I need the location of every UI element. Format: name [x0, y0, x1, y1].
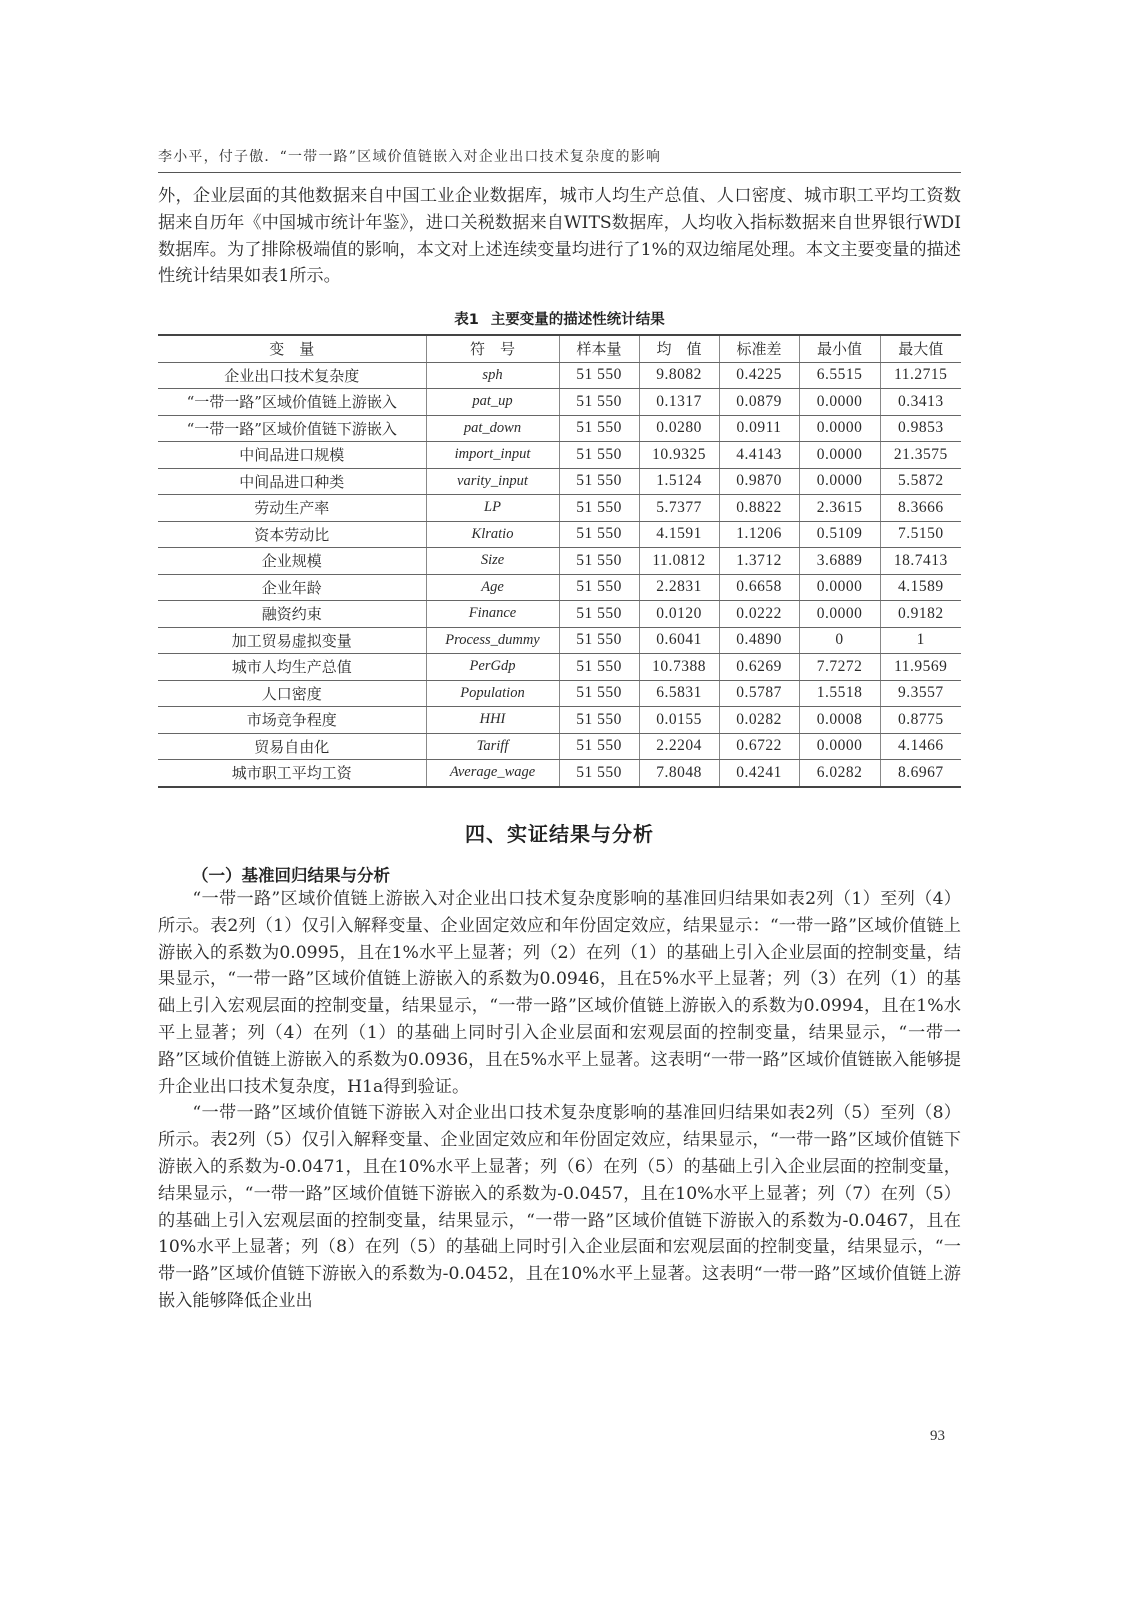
- cell-std-dev: 0.9870: [719, 468, 799, 495]
- table-row: [158, 362, 961, 389]
- cell-variable: 中间品进口规模: [158, 442, 426, 469]
- cell-mean: 6.5831: [639, 680, 719, 707]
- cell-sample-size: 51 550: [559, 627, 639, 654]
- cell-mean: 0.0120: [639, 601, 719, 628]
- table-row: [158, 495, 961, 522]
- cell-variable: 城市职工平均工资: [158, 760, 426, 787]
- cell-min: 2.3615: [799, 495, 880, 522]
- cell-std-dev: 0.8822: [719, 495, 799, 522]
- cell-sample-size: 51 550: [559, 654, 639, 681]
- cell-std-dev: 0.4241: [719, 760, 799, 787]
- cell-max: 4.1589: [880, 574, 961, 601]
- cell-max: 11.9569: [880, 654, 961, 681]
- table-row: [158, 654, 961, 681]
- cell-std-dev: 0.4890: [719, 627, 799, 654]
- cell-variable: “一带一路”区域价值链上游嵌入: [158, 389, 426, 416]
- cell-symbol: sph: [426, 362, 559, 389]
- table-row: [158, 415, 961, 442]
- cell-variable: 融资约束: [158, 601, 426, 628]
- cell-max: 0.9853: [880, 415, 961, 442]
- table-row: [158, 442, 961, 469]
- cell-symbol: Klratio: [426, 521, 559, 548]
- cell-mean: 10.9325: [639, 442, 719, 469]
- cell-sample-size: 51 550: [559, 362, 639, 389]
- cell-min: 6.5515: [799, 362, 880, 389]
- table-row: [158, 707, 961, 734]
- cell-max: 4.1466: [880, 733, 961, 760]
- header-std-dev: 标准差: [719, 335, 799, 362]
- table-row: [158, 680, 961, 707]
- table-row: [158, 627, 961, 654]
- cell-mean: 2.2831: [639, 574, 719, 601]
- cell-std-dev: 0.4225: [719, 362, 799, 389]
- cell-variable: 加工贸易虚拟变量: [158, 627, 426, 654]
- cell-min: 1.5518: [799, 680, 880, 707]
- cell-min: 0.0000: [799, 415, 880, 442]
- section-title: 四、实证结果与分析: [465, 822, 654, 846]
- header-sample-size: 样本量: [559, 335, 639, 362]
- cell-std-dev: 0.0879: [719, 389, 799, 416]
- cell-std-dev: 0.5787: [719, 680, 799, 707]
- cell-variable: 贸易自由化: [158, 733, 426, 760]
- cell-max: 7.5150: [880, 521, 961, 548]
- cell-mean: 10.7388: [639, 654, 719, 681]
- cell-symbol: Tariff: [426, 733, 559, 760]
- table-row: [158, 574, 961, 601]
- subsection-title: （一）基准回归结果与分析: [192, 866, 390, 885]
- cell-symbol: pat_down: [426, 415, 559, 442]
- cell-symbol: LP: [426, 495, 559, 522]
- cell-sample-size: 51 550: [559, 601, 639, 628]
- table-caption: [158, 308, 961, 329]
- cell-symbol: varity_input: [426, 468, 559, 495]
- cell-variable: “一带一路”区域价值链下游嵌入: [158, 415, 426, 442]
- cell-sample-size: 51 550: [559, 495, 639, 522]
- cell-sample-size: 51 550: [559, 468, 639, 495]
- cell-variable: 中间品进口种类: [158, 468, 426, 495]
- paragraph-upstream: “一带一路”区域价值链上游嵌入对企业出口技术复杂度影响的基准回归结果如表2列（1）至列（4）所示。表2列（1）仅引入解释变量、企业固定效应和年份固定效应，结果显示：“一带一路”区域价值链上游嵌入的系数为0.0995，且在1%水平上显著；列（2）在列（1）的基础上引入企业层面的控制变量，结果显示，“一带一路”区域价值链上游嵌入的系数为0.0946，且在5%水平上显著；列（3）在列（1）的基础上引入宏观层面的控制变量，结果显示，“一带一路”区域价值链上游嵌入的系数为0.0994，且在1%水平上显著；列（4）在列（1）的基础上同时引入企业层面和宏观层面的控制变量，结果显示，“一带一路”区域价值链上游嵌入的系数为0.0936，且在5%水平上显著。这表明“一带一路”区域价值链嵌入能够提升企业出口技术复杂度，H1a得到验证。: [158, 889, 961, 1097]
- header-max: 最大值: [880, 335, 961, 362]
- cell-sample-size: 51 550: [559, 733, 639, 760]
- cell-max: 5.5872: [880, 468, 961, 495]
- table-row: [158, 548, 961, 575]
- cell-min: 0.0000: [799, 574, 880, 601]
- cell-sample-size: 51 550: [559, 574, 639, 601]
- cell-mean: 11.0812: [639, 548, 719, 575]
- cell-mean: 2.2204: [639, 733, 719, 760]
- paragraph-downstream: “一带一路”区域价值链下游嵌入对企业出口技术复杂度影响的基准回归结果如表2列（5）至列（8）所示。表2列（5）仅引入解释变量、企业固定效应和年份固定效应，结果显示，“一带一路”区域价值链下游嵌入的系数为-0.0471，且在10%水平上显著；列（6）在列（5）的基础上引入企业层面的控制变量，结果显示，“一带一路”区域价值链下游嵌入的系数为-0.0457，且在10%水平上显著；列（7）在列（5）的基础上引入宏观层面的控制变量，结果显示，“一带一路”区域价值链下游嵌入的系数为-0.0467，且在10%水平上显著；列（8）在列（5）的基础上同时引入企业层面和宏观层面的控制变量，结果显示，“一带一路”区域价值链下游嵌入的系数为-0.0452，且在10%水平上显著。这表明“一带一路”区域价值链上游嵌入能够降低企业出: [158, 1103, 961, 1311]
- cell-variable: 企业出口技术复杂度: [158, 362, 426, 389]
- cell-symbol: HHI: [426, 707, 559, 734]
- cell-std-dev: 4.4143: [719, 442, 799, 469]
- cell-symbol: Population: [426, 680, 559, 707]
- cell-mean: 0.6041: [639, 627, 719, 654]
- cell-std-dev: 0.0282: [719, 707, 799, 734]
- cell-min: 0.0000: [799, 389, 880, 416]
- page-number: 93: [930, 1428, 945, 1444]
- header-mean: 均 值: [639, 335, 719, 362]
- cell-symbol: Size: [426, 548, 559, 575]
- cell-variable: 市场竞争程度: [158, 707, 426, 734]
- table-row: [158, 601, 961, 628]
- cell-min: 3.6889: [799, 548, 880, 575]
- cell-max: 21.3575: [880, 442, 961, 469]
- cell-max: 0.8775: [880, 707, 961, 734]
- cell-symbol: Age: [426, 574, 559, 601]
- cell-min: 0.0000: [799, 442, 880, 469]
- cell-std-dev: 0.6658: [719, 574, 799, 601]
- header-symbol: 符 号: [426, 335, 559, 362]
- cell-sample-size: 51 550: [559, 680, 639, 707]
- cell-sample-size: 51 550: [559, 760, 639, 787]
- cell-max: 18.7413: [880, 548, 961, 575]
- cell-symbol: Average_wage: [426, 760, 559, 787]
- cell-max: 1: [880, 627, 961, 654]
- cell-std-dev: 0.6722: [719, 733, 799, 760]
- cell-sample-size: 51 550: [559, 521, 639, 548]
- cell-mean: 4.1591: [639, 521, 719, 548]
- cell-std-dev: 0.0222: [719, 601, 799, 628]
- cell-max: 9.3557: [880, 680, 961, 707]
- cell-symbol: PerGdp: [426, 654, 559, 681]
- paragraph-text: 外，企业层面的其他数据来自中国工业企业数据库，城市人均生产总值、人口密度、城市职工平均工资数据来自历年《中国城市统计年鉴》，进口关税数据来自WITS数据库，人均收入指标数据来自世界银行WDI数据库。为了排除极端值的影响，本文对上述连续变量均进行了1%的双边缩尾处理。本文主要变量的描述性统计结果如表1所示。: [158, 186, 961, 287]
- cell-symbol: pat_up: [426, 389, 559, 416]
- cell-max: 0.9182: [880, 601, 961, 628]
- cell-min: 6.0282: [799, 760, 880, 787]
- cell-sample-size: 51 550: [559, 389, 639, 416]
- cell-sample-size: 51 550: [559, 442, 639, 469]
- table-title: 主要变量的描述性统计结果: [490, 312, 665, 328]
- cell-min: 0.0000: [799, 733, 880, 760]
- cell-mean: 1.5124: [639, 468, 719, 495]
- table-row: [158, 389, 961, 416]
- cell-min: 0.0000: [799, 601, 880, 628]
- cell-std-dev: 0.0911: [719, 415, 799, 442]
- cell-std-dev: 0.6269: [719, 654, 799, 681]
- cell-mean: 0.0280: [639, 415, 719, 442]
- cell-min: 0.0008: [799, 707, 880, 734]
- cell-max: 0.3413: [880, 389, 961, 416]
- main-text: [158, 886, 961, 1315]
- cell-mean: 7.8048: [639, 760, 719, 787]
- cell-variable: 人口密度: [158, 680, 426, 707]
- cell-mean: 0.1317: [639, 389, 719, 416]
- running-header: 李小平，付子傲．“一带一路”区域价值链嵌入对企业出口技术复杂度的影响: [158, 146, 961, 173]
- cell-variable: 城市人均生产总值: [158, 654, 426, 681]
- cell-mean: 9.8082: [639, 362, 719, 389]
- cell-sample-size: 51 550: [559, 548, 639, 575]
- table-row: [158, 468, 961, 495]
- cell-variable: 资本劳动比: [158, 521, 426, 548]
- intro-paragraph: [158, 183, 961, 290]
- table-row: [158, 760, 961, 787]
- cell-std-dev: 1.3712: [719, 548, 799, 575]
- cell-symbol: Finance: [426, 601, 559, 628]
- cell-mean: 5.7377: [639, 495, 719, 522]
- cell-min: 7.7272: [799, 654, 880, 681]
- table-header-row: [158, 335, 961, 362]
- cell-min: 0.0000: [799, 468, 880, 495]
- header-min: 最小值: [799, 335, 880, 362]
- header-variable: 变 量: [158, 335, 426, 362]
- cell-variable: 劳动生产率: [158, 495, 426, 522]
- cell-sample-size: 51 550: [559, 707, 639, 734]
- table-number: 表1: [454, 312, 479, 328]
- cell-max: 11.2715: [880, 362, 961, 389]
- cell-min: 0.5109: [799, 521, 880, 548]
- cell-variable: 企业年龄: [158, 574, 426, 601]
- cell-min: 0: [799, 627, 880, 654]
- cell-variable: 企业规模: [158, 548, 426, 575]
- descriptive-statistics-table: [158, 334, 961, 788]
- cell-symbol: Process_dummy: [426, 627, 559, 654]
- table-row: [158, 733, 961, 760]
- cell-max: 8.6967: [897, 763, 944, 781]
- cell-max: 8.3666: [880, 495, 961, 522]
- cell-std-dev: 1.1206: [719, 521, 799, 548]
- cell-symbol: import_input: [426, 442, 559, 469]
- table-row: [158, 521, 961, 548]
- cell-sample-size: 51 550: [559, 415, 639, 442]
- cell-mean: 0.0155: [639, 707, 719, 734]
